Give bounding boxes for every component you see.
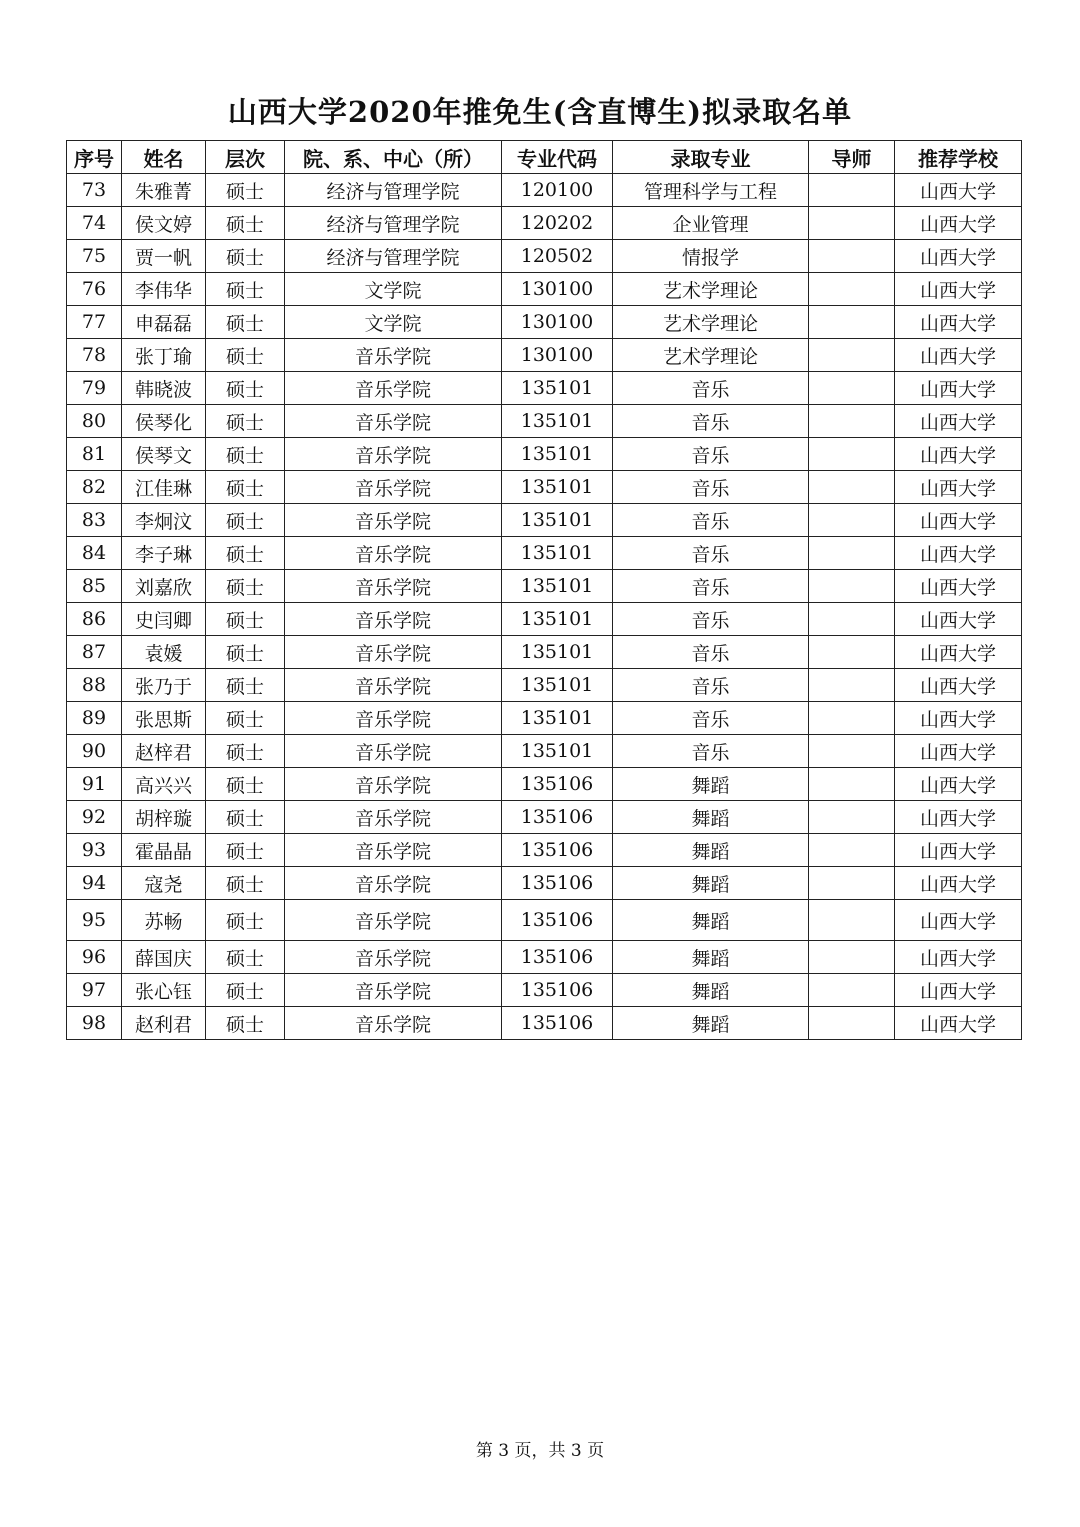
advisor-cell [809, 867, 895, 900]
level-cell: 硕士 [206, 240, 285, 273]
major-cell: 音乐 [613, 471, 809, 504]
major-cell: 音乐 [613, 537, 809, 570]
advisor-cell [809, 768, 895, 801]
level-cell: 硕士 [206, 504, 285, 537]
table-row [67, 768, 1022, 801]
department-cell: 经济与管理学院 [285, 174, 502, 207]
major-code-cell: 135106 [502, 900, 613, 941]
major-cell: 舞蹈 [613, 768, 809, 801]
department-cell: 音乐学院 [285, 405, 502, 438]
major-code-cell: 135101 [502, 702, 613, 735]
name-cell: 薛国庆 [122, 941, 206, 974]
department-cell: 音乐学院 [285, 570, 502, 603]
department-cell: 音乐学院 [285, 941, 502, 974]
table-row [67, 735, 1022, 768]
major-cell: 音乐 [613, 570, 809, 603]
name-cell: 侯琴文 [122, 438, 206, 471]
table-row [67, 240, 1022, 273]
name-cell: 侯琴化 [122, 405, 206, 438]
table-row [67, 1007, 1022, 1040]
header-major-code: 专业代码 [502, 141, 613, 174]
school-cell: 山西大学 [895, 834, 1022, 867]
major-code-cell: 120202 [502, 207, 613, 240]
department-cell: 音乐学院 [285, 372, 502, 405]
major-cell: 企业管理 [613, 207, 809, 240]
level-cell: 硕士 [206, 636, 285, 669]
major-code-cell: 135101 [502, 504, 613, 537]
department-cell: 文学院 [285, 306, 502, 339]
school-cell: 山西大学 [895, 240, 1022, 273]
table-row [67, 702, 1022, 735]
school-cell: 山西大学 [895, 974, 1022, 1007]
department-cell: 音乐学院 [285, 1007, 502, 1040]
advisor-cell [809, 702, 895, 735]
level-cell: 硕士 [206, 1007, 285, 1040]
name-cell: 刘嘉欣 [122, 570, 206, 603]
header-major: 录取专业 [613, 141, 809, 174]
name-cell: 张乃于 [122, 669, 206, 702]
major-code-cell: 135101 [502, 603, 613, 636]
advisor-cell [809, 801, 895, 834]
major-cell: 艺术学理论 [613, 273, 809, 306]
major-code-cell: 135106 [502, 834, 613, 867]
advisor-cell [809, 306, 895, 339]
seq-cell: 83 [67, 504, 122, 537]
name-cell: 赵利君 [122, 1007, 206, 1040]
table-row [67, 669, 1022, 702]
name-cell: 张思斯 [122, 702, 206, 735]
advisor-cell [809, 537, 895, 570]
major-cell: 管理科学与工程 [613, 174, 809, 207]
advisor-cell [809, 669, 895, 702]
department-cell: 经济与管理学院 [285, 240, 502, 273]
advisor-cell [809, 570, 895, 603]
name-cell: 贾一帆 [122, 240, 206, 273]
name-cell: 韩晓波 [122, 372, 206, 405]
department-cell: 音乐学院 [285, 603, 502, 636]
name-cell: 袁媛 [122, 636, 206, 669]
major-code-cell: 135101 [502, 669, 613, 702]
department-cell: 音乐学院 [285, 867, 502, 900]
table-row [67, 603, 1022, 636]
advisor-cell [809, 603, 895, 636]
department-cell: 音乐学院 [285, 768, 502, 801]
school-cell: 山西大学 [895, 537, 1022, 570]
major-cell: 艺术学理论 [613, 339, 809, 372]
major-cell: 舞蹈 [613, 974, 809, 1007]
major-code-cell: 135101 [502, 537, 613, 570]
advisor-cell [809, 174, 895, 207]
school-cell: 山西大学 [895, 372, 1022, 405]
name-cell: 李炯汶 [122, 504, 206, 537]
major-cell: 艺术学理论 [613, 306, 809, 339]
seq-cell: 91 [67, 768, 122, 801]
school-cell: 山西大学 [895, 735, 1022, 768]
level-cell: 硕士 [206, 735, 285, 768]
table-row [67, 636, 1022, 669]
level-cell: 硕士 [206, 471, 285, 504]
school-cell: 山西大学 [895, 768, 1022, 801]
department-cell: 音乐学院 [285, 974, 502, 1007]
major-cell: 音乐 [613, 702, 809, 735]
table-row [67, 801, 1022, 834]
seq-cell: 98 [67, 1007, 122, 1040]
seq-cell: 95 [67, 900, 122, 941]
major-cell: 舞蹈 [613, 867, 809, 900]
department-cell: 音乐学院 [285, 801, 502, 834]
school-cell: 山西大学 [895, 702, 1022, 735]
major-cell: 舞蹈 [613, 834, 809, 867]
seq-cell: 75 [67, 240, 122, 273]
department-cell: 音乐学院 [285, 735, 502, 768]
major-cell: 音乐 [613, 603, 809, 636]
school-cell: 山西大学 [895, 306, 1022, 339]
level-cell: 硕士 [206, 438, 285, 471]
level-cell: 硕士 [206, 834, 285, 867]
level-cell: 硕士 [206, 372, 285, 405]
department-cell: 音乐学院 [285, 471, 502, 504]
name-cell: 寇尧 [122, 867, 206, 900]
major-code-cell: 135101 [502, 438, 613, 471]
school-cell: 山西大学 [895, 207, 1022, 240]
header-name: 姓名 [122, 141, 206, 174]
major-code-cell: 135106 [502, 941, 613, 974]
level-cell: 硕士 [206, 603, 285, 636]
department-cell: 音乐学院 [285, 339, 502, 372]
name-cell: 李子琳 [122, 537, 206, 570]
school-cell: 山西大学 [895, 471, 1022, 504]
table-row [67, 306, 1022, 339]
advisor-cell [809, 372, 895, 405]
major-code-cell: 135101 [502, 471, 613, 504]
name-cell: 霍晶晶 [122, 834, 206, 867]
table-body [67, 174, 1022, 1040]
seq-cell: 77 [67, 306, 122, 339]
major-code-cell: 135106 [502, 867, 613, 900]
school-cell: 山西大学 [895, 174, 1022, 207]
table-row [67, 339, 1022, 372]
header-level: 层次 [206, 141, 285, 174]
seq-cell: 81 [67, 438, 122, 471]
advisor-cell [809, 1007, 895, 1040]
level-cell: 硕士 [206, 273, 285, 306]
seq-cell: 82 [67, 471, 122, 504]
level-cell: 硕士 [206, 207, 285, 240]
major-cell: 舞蹈 [613, 941, 809, 974]
name-cell: 张心钰 [122, 974, 206, 1007]
table-row [67, 974, 1022, 1007]
seq-cell: 78 [67, 339, 122, 372]
seq-cell: 87 [67, 636, 122, 669]
table-header-row [67, 141, 1022, 174]
header-advisor: 导师 [809, 141, 895, 174]
header-seq: 序号 [67, 141, 122, 174]
name-cell: 申磊磊 [122, 306, 206, 339]
major-code-cell: 135101 [502, 372, 613, 405]
advisor-cell [809, 339, 895, 372]
level-cell: 硕士 [206, 801, 285, 834]
major-code-cell: 135101 [502, 405, 613, 438]
advisor-cell [809, 240, 895, 273]
major-cell: 音乐 [613, 504, 809, 537]
major-code-cell: 135106 [502, 1007, 613, 1040]
major-code-cell: 120502 [502, 240, 613, 273]
name-cell: 赵梓君 [122, 735, 206, 768]
school-cell: 山西大学 [895, 339, 1022, 372]
department-cell: 音乐学院 [285, 834, 502, 867]
department-cell: 音乐学院 [285, 900, 502, 941]
table-row [67, 471, 1022, 504]
major-code-cell: 135101 [502, 636, 613, 669]
table-row [67, 372, 1022, 405]
major-code-cell: 135106 [502, 974, 613, 1007]
header-department: 院、系、中心（所） [285, 141, 502, 174]
level-cell: 硕士 [206, 537, 285, 570]
level-cell: 硕士 [206, 339, 285, 372]
school-cell: 山西大学 [895, 867, 1022, 900]
advisor-cell [809, 207, 895, 240]
department-cell: 音乐学院 [285, 636, 502, 669]
major-cell: 音乐 [613, 438, 809, 471]
level-cell: 硕士 [206, 974, 285, 1007]
school-cell: 山西大学 [895, 1007, 1022, 1040]
seq-cell: 76 [67, 273, 122, 306]
level-cell: 硕士 [206, 174, 285, 207]
major-code-cell: 130100 [502, 273, 613, 306]
level-cell: 硕士 [206, 867, 285, 900]
advisor-cell [809, 405, 895, 438]
seq-cell: 84 [67, 537, 122, 570]
name-cell: 江佳琳 [122, 471, 206, 504]
major-code-cell: 135106 [502, 768, 613, 801]
major-code-cell: 135101 [502, 570, 613, 603]
table-row [67, 504, 1022, 537]
page-footer: 第 3 页，共 3 页 [475, 1441, 605, 1461]
seq-cell: 79 [67, 372, 122, 405]
table-row [67, 900, 1022, 941]
seq-cell: 88 [67, 669, 122, 702]
seq-cell: 85 [67, 570, 122, 603]
advisor-cell [809, 900, 895, 941]
level-cell: 硕士 [206, 900, 285, 941]
school-cell: 山西大学 [895, 603, 1022, 636]
school-cell: 山西大学 [895, 438, 1022, 471]
page-title: 山西大学2020年推免生(含直博生)拟录取名单 [227, 95, 853, 129]
table-row [67, 941, 1022, 974]
department-cell: 经济与管理学院 [285, 207, 502, 240]
department-cell: 文学院 [285, 273, 502, 306]
table-row [67, 438, 1022, 471]
major-code-cell: 130100 [502, 339, 613, 372]
level-cell: 硕士 [206, 941, 285, 974]
name-cell: 李伟华 [122, 273, 206, 306]
major-cell: 舞蹈 [613, 801, 809, 834]
school-cell: 山西大学 [895, 900, 1022, 941]
table-row [67, 273, 1022, 306]
advisor-cell [809, 438, 895, 471]
header-recommending-school: 推荐学校 [895, 141, 1022, 174]
major-cell: 音乐 [613, 735, 809, 768]
advisor-cell [809, 834, 895, 867]
level-cell: 硕士 [206, 702, 285, 735]
major-cell: 音乐 [613, 405, 809, 438]
department-cell: 音乐学院 [285, 702, 502, 735]
name-cell: 侯文婷 [122, 207, 206, 240]
seq-cell: 86 [67, 603, 122, 636]
major-code-cell: 130100 [502, 306, 613, 339]
department-cell: 音乐学院 [285, 504, 502, 537]
seq-cell: 90 [67, 735, 122, 768]
name-cell: 胡梓璇 [122, 801, 206, 834]
advisor-cell [809, 273, 895, 306]
advisor-cell [809, 471, 895, 504]
name-cell: 高兴兴 [122, 768, 206, 801]
department-cell: 音乐学院 [285, 537, 502, 570]
level-cell: 硕士 [206, 669, 285, 702]
level-cell: 硕士 [206, 570, 285, 603]
seq-cell: 93 [67, 834, 122, 867]
advisor-cell [809, 504, 895, 537]
name-cell: 朱雅菁 [122, 174, 206, 207]
advisor-cell [809, 636, 895, 669]
name-cell: 史闫卿 [122, 603, 206, 636]
major-code-cell: 135106 [502, 801, 613, 834]
level-cell: 硕士 [206, 405, 285, 438]
school-cell: 山西大学 [895, 570, 1022, 603]
major-code-cell: 135101 [502, 735, 613, 768]
seq-cell: 92 [67, 801, 122, 834]
major-cell: 情报学 [613, 240, 809, 273]
name-cell: 张丁瑜 [122, 339, 206, 372]
major-cell: 音乐 [613, 372, 809, 405]
advisor-cell [809, 974, 895, 1007]
name-cell: 苏畅 [122, 900, 206, 941]
major-cell: 舞蹈 [613, 1007, 809, 1040]
advisor-cell [809, 941, 895, 974]
table-row [67, 867, 1022, 900]
major-code-cell: 120100 [502, 174, 613, 207]
table-row [67, 537, 1022, 570]
department-cell: 音乐学院 [285, 669, 502, 702]
major-cell: 舞蹈 [613, 900, 809, 941]
school-cell: 山西大学 [895, 801, 1022, 834]
advisor-cell [809, 735, 895, 768]
seq-cell: 94 [67, 867, 122, 900]
school-cell: 山西大学 [895, 669, 1022, 702]
department-cell: 音乐学院 [285, 438, 502, 471]
seq-cell: 73 [67, 174, 122, 207]
school-cell: 山西大学 [895, 941, 1022, 974]
seq-cell: 96 [67, 941, 122, 974]
school-cell: 山西大学 [895, 405, 1022, 438]
level-cell: 硕士 [206, 768, 285, 801]
seq-cell: 97 [67, 974, 122, 1007]
admission-table [66, 140, 1022, 1040]
level-cell: 硕士 [206, 306, 285, 339]
table-row [67, 570, 1022, 603]
seq-cell: 80 [67, 405, 122, 438]
school-cell: 山西大学 [895, 504, 1022, 537]
school-cell: 山西大学 [895, 273, 1022, 306]
seq-cell: 74 [67, 207, 122, 240]
major-cell: 音乐 [613, 636, 809, 669]
table-row [67, 207, 1022, 240]
seq-cell: 89 [67, 702, 122, 735]
table-row [67, 405, 1022, 438]
table-row [67, 174, 1022, 207]
school-cell: 山西大学 [895, 636, 1022, 669]
table-row [67, 834, 1022, 867]
major-cell: 音乐 [613, 669, 809, 702]
